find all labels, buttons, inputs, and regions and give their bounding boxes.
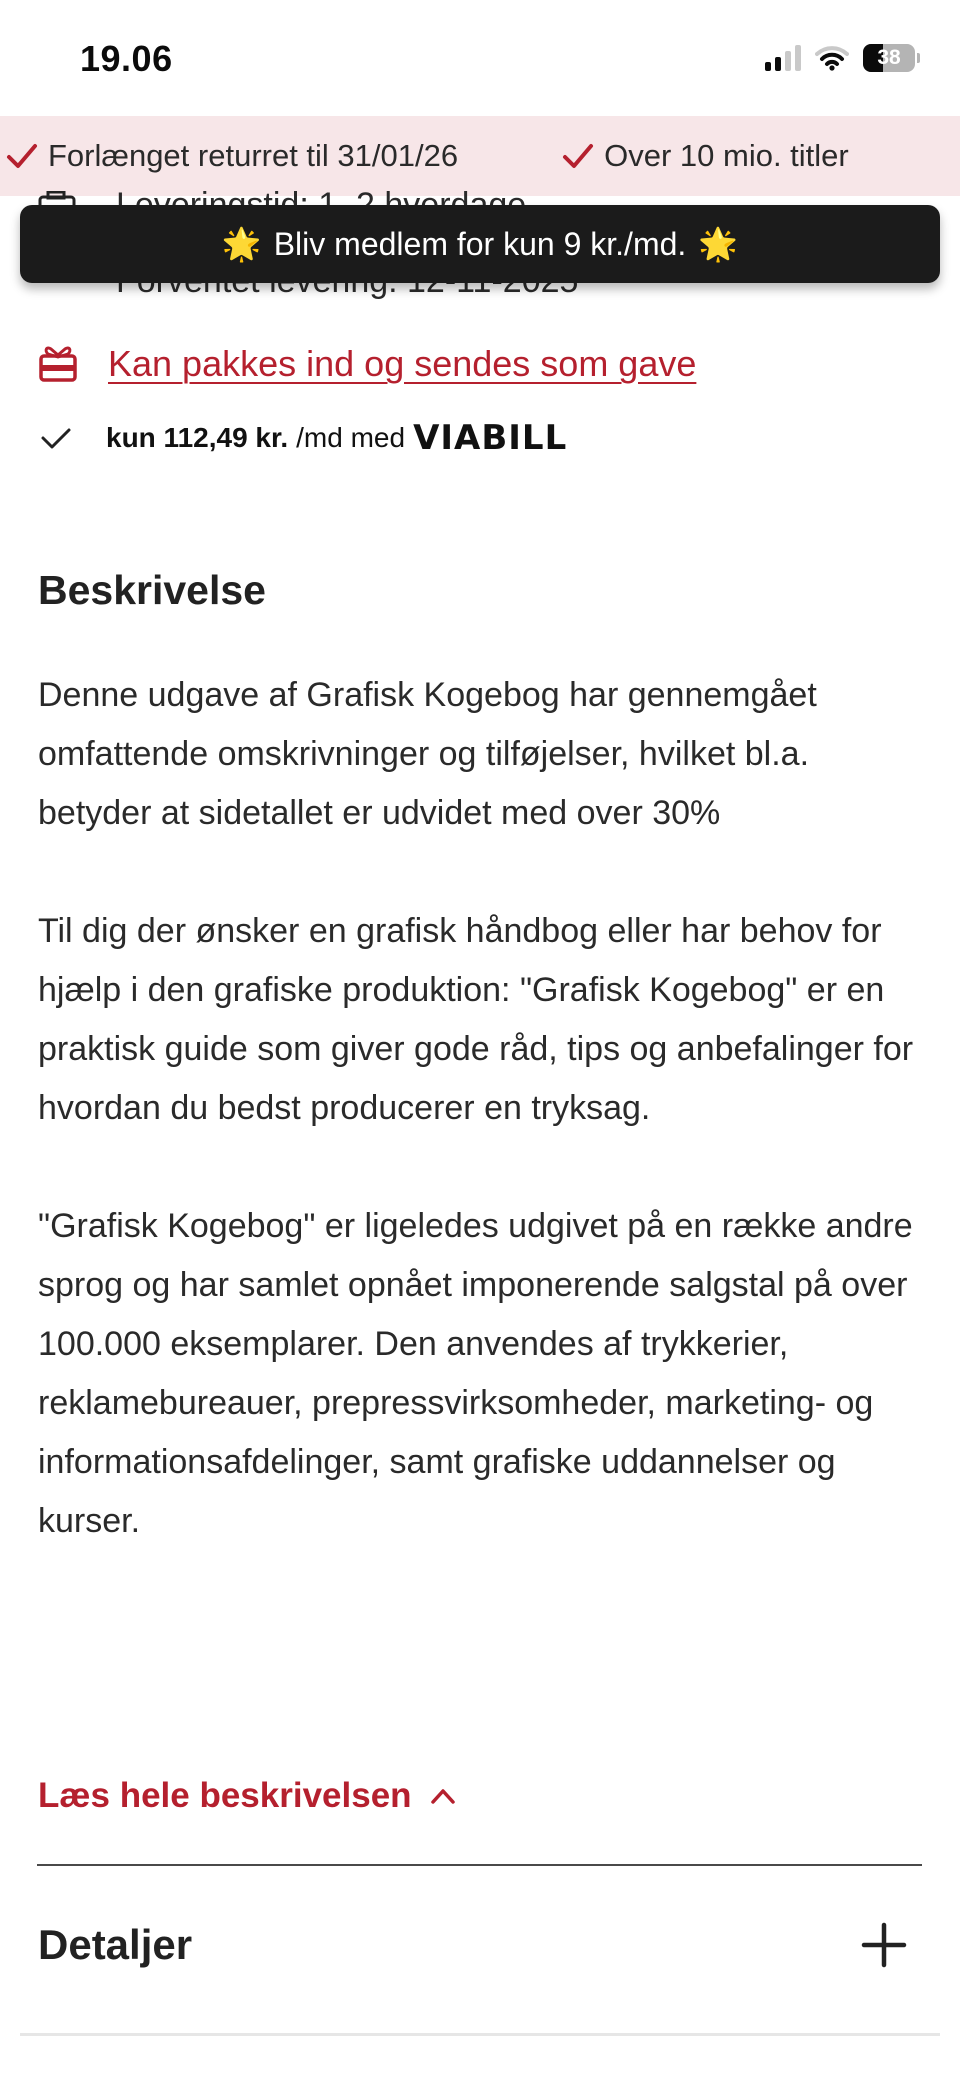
- glowing-star-icon: 🌟: [221, 226, 262, 262]
- plus-icon[interactable]: [860, 1921, 908, 1969]
- glowing-star-icon: 🌟: [698, 226, 739, 262]
- chevron-up-icon: [430, 1787, 456, 1805]
- usp-strip: [0, 116, 960, 196]
- gift-wrap-link[interactable]: Kan pakkes ind og sendes som gave: [108, 343, 697, 384]
- details-title: Detaljer: [38, 1921, 193, 1968]
- description-paragraph: "Grafisk Kogebog" er ligeledes udgivet på en række andre sprog og har samlet opnået imponerende salgstal på over 100.000 eksemplarer. Den anvendes af trykkerier, reklamebureauer, prepressvirksomheder, marketing- og informationsafdelinger, samt grafiske uddannelser og kurser.: [38, 1207, 913, 1540]
- viabill-price: kun 112,49 kr.: [106, 422, 289, 453]
- viabill-logo: VIABILL: [413, 418, 568, 458]
- details-accordion-header[interactable]: [38, 1905, 908, 1985]
- description-title: Beskrivelse: [38, 567, 266, 613]
- gift-icon: [38, 345, 78, 383]
- signal-icon: [765, 45, 801, 71]
- check-icon: [6, 142, 38, 170]
- membership-banner[interactable]: [20, 205, 940, 283]
- viabill-suffix: /md med: [296, 422, 406, 453]
- check-icon: [562, 142, 594, 170]
- read-more-label: Læs hele beskrivelsen: [38, 1776, 412, 1815]
- usp-label: Forlænget returret til 31/01/26: [48, 138, 459, 173]
- battery-icon: [863, 44, 915, 72]
- read-full-description-toggle[interactable]: [38, 1776, 456, 1816]
- description-paragraph: Denne udgave af Grafisk Kogebog har gennemgået omfattende omskrivninger og tilføjelser, hvilket bl.a. betyder at sidetallet er udvidet med over 30%: [38, 676, 817, 832]
- viabill-text: [106, 418, 567, 458]
- section-divider: [37, 1864, 922, 1866]
- check-icon: [40, 426, 72, 450]
- description-paragraph: Til dig der ønsker en grafisk håndbog eller har behov for hjælp i den grafiske produktion: "Grafisk Kogebog" er en praktisk guide som giver gode råd, tips og anbefalinger for hvordan du bedst producerer en tryksag.: [38, 912, 914, 1127]
- usp-label: Over 10 mio. titler: [604, 138, 849, 173]
- status-time: 19.06: [80, 38, 173, 79]
- membership-banner-label: Bliv medlem for kun 9 kr./md.: [273, 225, 687, 262]
- battery-indicator: [863, 44, 920, 72]
- battery-level: 38: [877, 46, 901, 69]
- viabill-row: [40, 418, 567, 458]
- gift-wrap-row: [38, 343, 696, 385]
- description-body: [38, 666, 928, 1551]
- section-divider: [20, 2033, 940, 2036]
- usp-item-returns: [6, 138, 458, 174]
- usp-item-titles: [562, 138, 849, 174]
- status-icons: [765, 44, 920, 72]
- wifi-icon: [815, 45, 849, 71]
- status-bar: [0, 0, 960, 116]
